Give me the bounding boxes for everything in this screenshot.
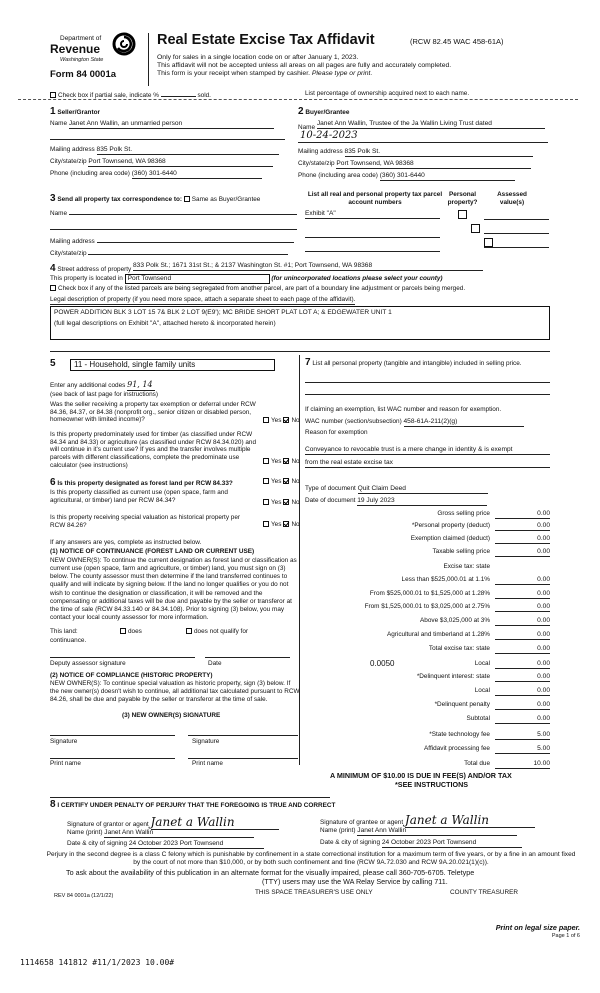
wac-row: WAC number (section/subsection) 458-61A-211(2)(g) [305,418,524,427]
calc-label: *Delinquent penalty [434,701,490,708]
corr-city-field[interactable] [88,254,288,255]
correspondence-heading: 3 Send all property tax correspondence to: Same as Buyer/Grantee [50,193,261,204]
calc-label: Total excise tax: state [428,645,490,652]
personal-property-heading: 7 List all personal property (tangible and intangible) included in selling price. [305,357,522,368]
does-option: does [120,628,142,636]
calc-label: Local [474,687,490,694]
see-back-note: (see back of last page for instructions) [50,391,158,398]
seller-name-row: Name Janet Ann Wallin, an unmarried person [50,120,285,129]
parcel-field-3[interactable] [305,244,440,252]
exemption-answer: Yes No [263,417,300,425]
corr-city-row: City/state/zip [50,250,288,258]
recording-stamp: 1114658 141812 #11/1/2023 10.00# [20,958,175,967]
grantee-sig-row: Signature of grantee or agent Janet a Wallin [320,813,535,828]
exemption-claim-label: If claiming an exemption, list WAC number and reason for exemption. [305,406,502,413]
calc-value[interactable]: 5.00 [495,745,550,754]
calc-value[interactable]: 0.00 [495,548,550,557]
grantor-name-row: Name (print) Janet Ann Wallin [67,829,254,838]
continuance-word: continuance. [50,637,87,644]
calc-label: *State technology fee [429,731,490,738]
exemption-yes-checkbox[interactable] [263,417,269,423]
calc-label: Total due [464,760,490,767]
calc-label: Taxable selling price [432,548,490,555]
buyer-city-row: City/state/zip Port Townsend, WA 98368 [298,160,531,169]
calc-label: Subtotal [466,715,490,722]
legal-description-line1: POWER ADDITION BLK 3 LOT 15 7& BLK 2 LOT 9(E9'); MC BRIDE SHORT PLAT LOT A; & EDGEWATER UNIT 1 [54,309,392,316]
calc-value[interactable]: 10.00 [495,760,550,769]
parcel-list-header: List all real and personal property tax parcel account numbers [307,191,443,206]
form-title: Real Estate Excise Tax Affidavit [157,32,375,48]
compliance-title: (2) NOTICE OF COMPLIANCE (HISTORIC PROPERTY) [50,672,213,679]
dept-name-text: Revenue [50,42,101,56]
location-select[interactable]: Port Townsend [125,274,270,284]
legal-desc-label: Legal description of property (if you need more space, attach a separate sheet to each page of the affidavit). [50,296,356,303]
calc-value[interactable]: 0.00 [495,590,550,599]
calc-label: Excise tax: state [443,563,490,570]
agency-swirl-icon [112,32,136,56]
grantee-date-row: Date & city of signing 24 October 2023 Port Townsend [320,839,522,848]
seller-mail-field[interactable]: 835 Polk St. [97,146,279,155]
seller-heading: 1 Seller/Grantor [50,106,100,117]
timber-question: Is this property predominately used for timber (as classified under RCW 84.34 and 84.33) or agriculture (as classified under RCW 84.34.020) and will continue in it's current use? If yes and the transfer involves multiple parcels with different classifications, complete the predominate use calculator (see instructions) [50,431,257,469]
personal-property-header: Personal property? [447,191,478,206]
sec5-number: 5 [50,358,56,369]
buyer-heading: 2 Buyer/Grantee [298,106,350,117]
wac-field[interactable]: 458-61A-211(2)(g) [404,418,524,427]
exemption-question: Was the seller receiving a property tax exemption or deferral under RCW 84.36, 84.37, or 84.38 (nonprofit org., senior citizen or disabled person, homeowner with limited income)? [50,401,256,424]
historic-question: Is this property receiving special valuation as historical property per RCW 84.26? [50,514,241,529]
see-instructions-note: *SEE INSTRUCTIONS [395,780,469,789]
alt-format-line1: To ask about the availability of this publication in an alternate format for the visually impaired, please call 360-705-6705. Teletype [66,868,475,877]
deputy-sig-label: Deputy assessor signature [50,660,126,667]
calc-value[interactable]: 0.00 [495,535,550,544]
new-owner-sig-title: (3) NEW OWNER(S) SIGNATURE [122,712,221,719]
grantee-name-field[interactable]: Janet Ann Wallin [357,827,517,836]
forest-question: 6 Is this property designated as forest land per RCW 84.33? [50,477,233,488]
current-use-no-checkbox[interactable] [283,499,289,505]
corr-mail-row: Mailing address [50,238,294,246]
certify-heading: 8 I CERTIFY UNDER PENALTY OF PERJURY THAT THE FOREGOING IS TRUE AND CORRECT [50,799,336,810]
buyer-name-field[interactable]: Janet Ann Wallin, Trustee of the Ja Wallin Living Trust dated [317,120,545,129]
owner-print-label-2: Print name [192,760,223,767]
grantor-name-field[interactable]: Janet Ann Wallin [104,829,254,838]
calc-value[interactable]: 0.00 [495,715,550,724]
buyer-mail-row: Mailing address 835 Polk St. [298,148,533,157]
county-treasurer-label: COUNTY TREASURER [450,889,518,896]
calc-label: Agricultural and timberland at 1.28% [386,631,490,638]
does-not-checkbox[interactable] [186,628,192,634]
grantor-date-field[interactable]: 24 October 2023 Port Townsend [129,840,264,849]
street-row: 4 Street address of property 833 Polk St.; 1671 31st St.; & 2137 Washington St. #1; Port Townsend, WA 98368 [50,262,483,275]
current-use-yes-checkbox[interactable] [263,499,269,505]
calc-label: From $525,000.01 to $1,525,000 at 1.28% [369,590,490,597]
forest-yes-checkbox[interactable] [263,478,269,484]
located-row: This property is located in Port Townsend (for unincorporated locations please select your county) [50,275,443,282]
buyer-city-field[interactable]: Port Townsend, WA 98368 [336,160,531,169]
buyer-name-handwritten-date: 10-24-2023 [300,130,358,141]
doc-date-field[interactable]: 19 July 2023 [357,497,487,506]
doc-date-row: Date of document 19 July 2023 [305,497,487,506]
forest-no-checkbox[interactable] [283,478,289,484]
calc-value[interactable]: 0.00 [495,645,550,654]
personal-property-checkbox-1[interactable] [458,210,467,219]
owner-print-label-1: Print name [50,760,81,767]
assessed-field-3[interactable] [484,241,549,248]
owner-sig-label-1: Signature [50,738,78,745]
corr-name-row: Name [50,210,297,218]
partial-sale-checkbox[interactable] [50,92,56,98]
grantee-name-row: Name (print) Janet Ann Wallin [320,827,517,836]
parcel-field-2[interactable] [305,230,440,238]
legal-description-box[interactable] [50,306,550,340]
header-line2: This affidavit will not be accepted unless all areas on all pages are fully and accurately completed. [157,62,452,69]
current-use-question: Is this property classified as current use (open space, farm and agricultural, or timber) land per RCW 84.34? [50,489,228,504]
land-use-select[interactable]: 11 - Household, single family units [70,359,275,371]
seller-name-field[interactable]: Janet Ann Wallin, an unmarried person [69,120,274,129]
dept-top-text: Department of [60,35,102,42]
form-number: Form 84 0001a [50,69,117,80]
this-land-row: This land: [50,628,78,635]
alt-format-line2: (TTY) users may use the WA Relay Service by calling 711. [262,877,448,886]
seller-mail-row: Mailing address 835 Polk St. [50,146,279,155]
historic-yes-checkbox[interactable] [263,521,269,527]
does-checkbox[interactable] [120,628,126,634]
header-line3: This form is your receipt when stamped by cashier. Please type or print. [157,70,373,77]
any-yes-note: If any answers are yes, complete as instructed below. [50,539,202,546]
form-title-ref: (RCW 82.45 WAC 458-61A) [410,37,504,46]
calc-label: Above $3,025,000 at 3% [420,617,490,624]
calc-label: *Personal property (deduct) [411,522,490,529]
reason-line-2[interactable]: from the real estate excise tax [305,459,550,468]
calc-value[interactable]: 0.00 [495,631,550,640]
seller-city-row: City/state/zip Port Townsend, WA 98368 [50,158,273,167]
ownership-note: List percentage of ownership acquired next to each name. [305,90,470,97]
calc-label: Local [474,660,490,667]
doc-type-row: Type of document Quit Claim Deed [305,485,488,494]
agency-logo [50,32,145,92]
header-line1: Only for sales in a single location code on or after January 1, 2023. [157,54,359,61]
reason-line-1[interactable]: Conveyance to revocable trust is a mere change in identity & is exempt [305,446,550,455]
continuance-body: NEW OWNER(S): To continue the current designation as forest land or classification as current use (open space, farm and agriculture, or timber) land, you must sign on (3) below. The county assessor must then determine if the land transferred continues to qualify and will indicate by signing below. If the land no longer qualifies or you do not wish to continue the designation or classification, it will be removed and the compensating or additional taxes will be due and payable by the seller or transferor at the time of sale (RCW 84.33.140 or 84.34.108). Prior to signing (3) below, you may contact your local county assessor for more information. [50,557,297,621]
timber-answer: Yes No [263,458,300,466]
parcel-field-1[interactable]: Exhibit "A" [305,210,440,219]
calc-value[interactable]: 0.00 [495,510,550,519]
historic-answer: Yes No [263,521,300,529]
buyer-phone-row: Phone (including area code) (360) 301-6440 [298,172,515,181]
owner-sig-label-2: Signature [192,738,220,745]
calc-label: Less than $525,000.01 at 1.1% [401,576,490,583]
add-codes-row: Enter any additional codes 91, 14 [50,380,155,391]
corr-name-field[interactable] [69,214,297,215]
calc-label: Exemption claimed (deduct) [410,535,490,542]
timber-yes-checkbox[interactable] [263,458,269,464]
minimum-due-note: A MINIMUM OF $10.00 IS DUE IN FEE(S) AND/OR TAX [330,771,512,780]
calc-value[interactable]: 0.00 [495,701,550,710]
timber-no-checkbox[interactable] [283,458,289,464]
grantee-signature[interactable]: Janet a Wallin [405,813,535,828]
grantee-date-field[interactable]: 24 October 2023 Port Townsend [382,839,522,848]
corr-mail-field[interactable] [97,242,294,243]
calc-label: *Delinquent interest: state [416,673,490,680]
calc-value[interactable]: 0.00 [495,673,550,682]
seller-city-field[interactable]: Port Townsend, WA 98368 [88,158,273,167]
personal-property-checkbox-2[interactable] [471,224,480,233]
reason-label: Reason for exemption [305,429,368,436]
compliance-body: NEW OWNER(S): To continue special valuation as historic property, sign (3) below. If the new owner(s) doesn't wish to continue, all additional tax calculated pursuant to RCW 84.26, shall be due and payable by the seller or transferor at the time of sale. [50,680,300,704]
assessed-field-2[interactable] [484,227,549,234]
perjury-notice: Perjury in the second degree is a class C felony which is punishable by confinement in a state correctional institution for a maximum term of five years, or by a fine in an amount fixed by the court of not more than $10,000, or by both such confinement and fine (RCW 9A.72.030 and RCW 9A.20.021(1)(c)). [46,851,576,866]
segregated-row: Check box if any of the listed parcels are being segregated from another parcel, are part of a boundary line adjustment or parcels being merged. [50,285,465,293]
buyer-phone-field[interactable]: (360) 301-6440 [380,172,515,181]
does-not-option: does not qualify for [186,628,248,636]
seller-phone-row: Phone (including area code) (360) 301-6440 [50,170,262,179]
legal-paper-note: Print on legal size paper. [495,923,580,932]
grantor-signature[interactable]: Janet a Wallin [151,815,279,830]
calc-label: From $1,525,000.01 to $3,025,000 at 2.75% [364,603,490,610]
deputy-date-label: Date [208,660,222,667]
current-use-answer: Yes No [263,499,300,507]
calc-value[interactable]: 0.00 [495,660,550,669]
calc-value[interactable]: 0.00 [495,522,550,531]
local-rate: 0.0050 [370,659,395,668]
assessed-field-1[interactable] [484,213,549,220]
calc-value[interactable]: 0.00 [495,617,550,626]
grantor-sig-row: Signature of grantor or agent Janet a Wallin [67,815,279,830]
exemption-no-checkbox[interactable] [283,417,289,423]
historic-no-checkbox[interactable] [283,521,289,527]
calc-value[interactable]: 5.00 [495,731,550,740]
form-revision: REV 84 0001a (12/1/22) [54,893,114,899]
grantor-date-row: Date & city of signing 24 October 2023 Port Townsend [67,840,264,849]
doc-type-field[interactable]: Quit Claim Deed [358,485,488,494]
treasurer-use-label: THIS SPACE TREASURER'S USE ONLY [255,889,373,896]
buyer-mail-field[interactable]: 835 Polk St. [345,148,533,157]
calc-value[interactable]: 0.00 [495,576,550,585]
street-field[interactable]: 833 Polk St.; 1671 31st St.; & 2137 Washington St. #1; Port Townsend, WA 98368 [133,262,483,271]
calc-label: Gross selling price [437,510,490,517]
seller-phone-field[interactable]: (360) 301-6440 [132,170,262,179]
calc-value[interactable]: 0.00 [495,687,550,696]
segregated-checkbox[interactable] [50,285,56,291]
same-as-buyer-checkbox[interactable] [184,196,190,202]
legal-description-line2: (full legal descriptions on Exhibit "A", attached hereto & incorporated herein) [54,319,276,327]
calc-value[interactable]: 0.00 [495,603,550,612]
page-number: Page 1 of 6 [551,933,580,939]
continuance-title: (1) NOTICE OF CONTINUANCE (FOREST LAND OR CURRENT USE) [50,548,255,555]
partial-sale-row: Check box if partial sale, indicate % sold. [50,92,211,100]
add-codes-field[interactable]: 91, 14 [127,380,155,391]
calc-label: Affidavit processing fee [424,745,490,752]
forest-answer: Yes No [263,478,300,486]
assessed-value-header: Assessed value(s) [497,191,527,206]
buyer-name-row: Name Janet Ann Wallin, Trustee of the Ja Wallin Living Trust dated [298,120,550,132]
dept-state-text: Washington State [60,57,104,63]
